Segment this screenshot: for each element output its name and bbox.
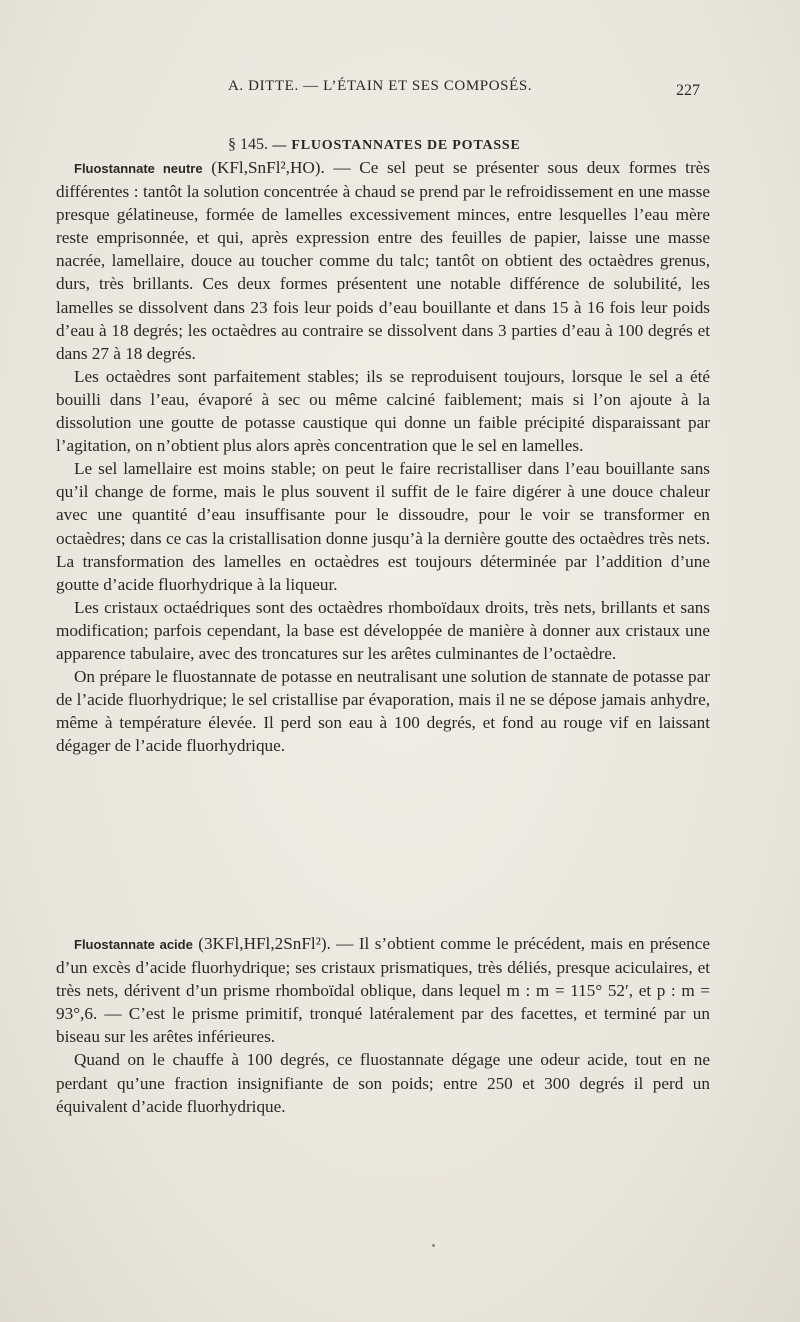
paragraph: [56, 932, 710, 1048]
running-title: A. DITTE. — L’ÉTAIN ET SES COMPOSÉS.: [228, 78, 533, 94]
paragraph-text: (3KFl,HFl,2SnFl²). — Il s’obtient comme le précédent, mais en présence d’un excès d’acide fluorhydrique; ses cristaux prismatiques, très déliés, presque aciculaires, et très nets, dérivent d’un prisme rhomboïdal oblique, dans lequel m : m = 115° 52′, et p : m = 93°,6. — C’est le prisme primitif, tronqué latéralement par des facettes, et terminé par un biseau sur les arêtes inférieures.: [56, 934, 711, 1047]
section-number: § 145.: [228, 136, 268, 153]
section-title: — FLUOSTANNATES DE POTASSE: [272, 138, 521, 153]
print-speck: [432, 1244, 435, 1247]
section-heading: [228, 136, 521, 154]
paragraph: [56, 156, 710, 365]
neutral-fluostannate-block: [56, 156, 710, 757]
paragraph: Quand on le chauffe à 100 degrés, ce fluostannate dégage une odeur acide, tout en ne perdant qu’une fraction insignifiante de son poids; entre 250 et 300 degrés il perd un équivalent d’acide fluorhydrique.: [56, 1050, 710, 1116]
paragraph-text: (KFl,SnFl²,HO). — Ce sel peut se présenter sous deux formes très différentes : tantôt la solution concentrée à chaud se prend par le refroidissement en une masse presque gélatineuse, formée de lamelles excessivement minces, entre lesquelles l’eau mère reste emprisonnée, et qui, après expression entre des feuilles de papier, laisse une masse nacrée, lamellaire, douce au toucher comme du talc; tantôt on obtient des octaèdres grenus, durs, très brillants. Ces deux formes présentent une notable différence de solubilité, les lamelles se dissolvent dans 23 fois leur poids d’eau bouillante et dans 15 à 16 fois leur poids d’eau à 18 degrés; les octaèdres au contraire se dissolvent dans 3 parties d’eau à 100 degrés et dans 27 à 18 degrés.: [56, 158, 710, 363]
paragraph: Les cristaux octaédriques sont des octaèdres rhomboïdaux droits, très nets, brillants et sans modification; parfois cependant, la base est développée de manière à donner aux cristaux une apparence tabulaire, avec des troncatures sur les arêtes culminantes de l’octaèdre.: [56, 597, 710, 663]
paragraph: On prépare le fluostannate de potasse en neutralisant une solution de stannate de potasse par de l’acide fluorhydrique; le sel cristallise par évaporation, mais il ne se dépose jamais anhydre, même à température élevée. Il perd son eau à 100 degrés, et fond au rouge vif en laissant dégager de l’acide fluorhydrique.: [56, 667, 710, 756]
run-in-heading: Fluostannate acide: [74, 937, 193, 952]
acid-fluostannate-block: [56, 932, 710, 1118]
running-head: [0, 78, 800, 102]
paragraph: Le sel lamellaire est moins stable; on peut le faire recristalliser dans l’eau bouillante sans qu’il change de forme, mais le plus souvent il suffit de le faire digérer à une douce chaleur avec une quantité d’eau insuffisante pour le dissoudre, pour le voir se transformer en octaèdres; dans ce cas la cristallisation donne jusqu’à la dernière goutte des octaèdres très nets. La transformation des lamelles en octaèdres est toujours déterminée par l’addition d’une goutte d’acide fluorhydrique à la liqueur.: [56, 459, 710, 594]
run-in-heading: Fluostannate neutre: [74, 161, 203, 176]
page-number: 227: [676, 82, 700, 99]
paragraph: Les octaèdres sont parfaitement stables; ils se reproduisent toujours, lorsque le sel a été bouilli dans l’eau, évaporé à sec ou même calciné faiblement; mais si l’on ajoute à la dissolution une goutte de potasse caustique qui donne un faible précipité disparaissant par l’agitation, on n’obtient plus alors après concentration que le sel en lamelles.: [56, 366, 710, 456]
